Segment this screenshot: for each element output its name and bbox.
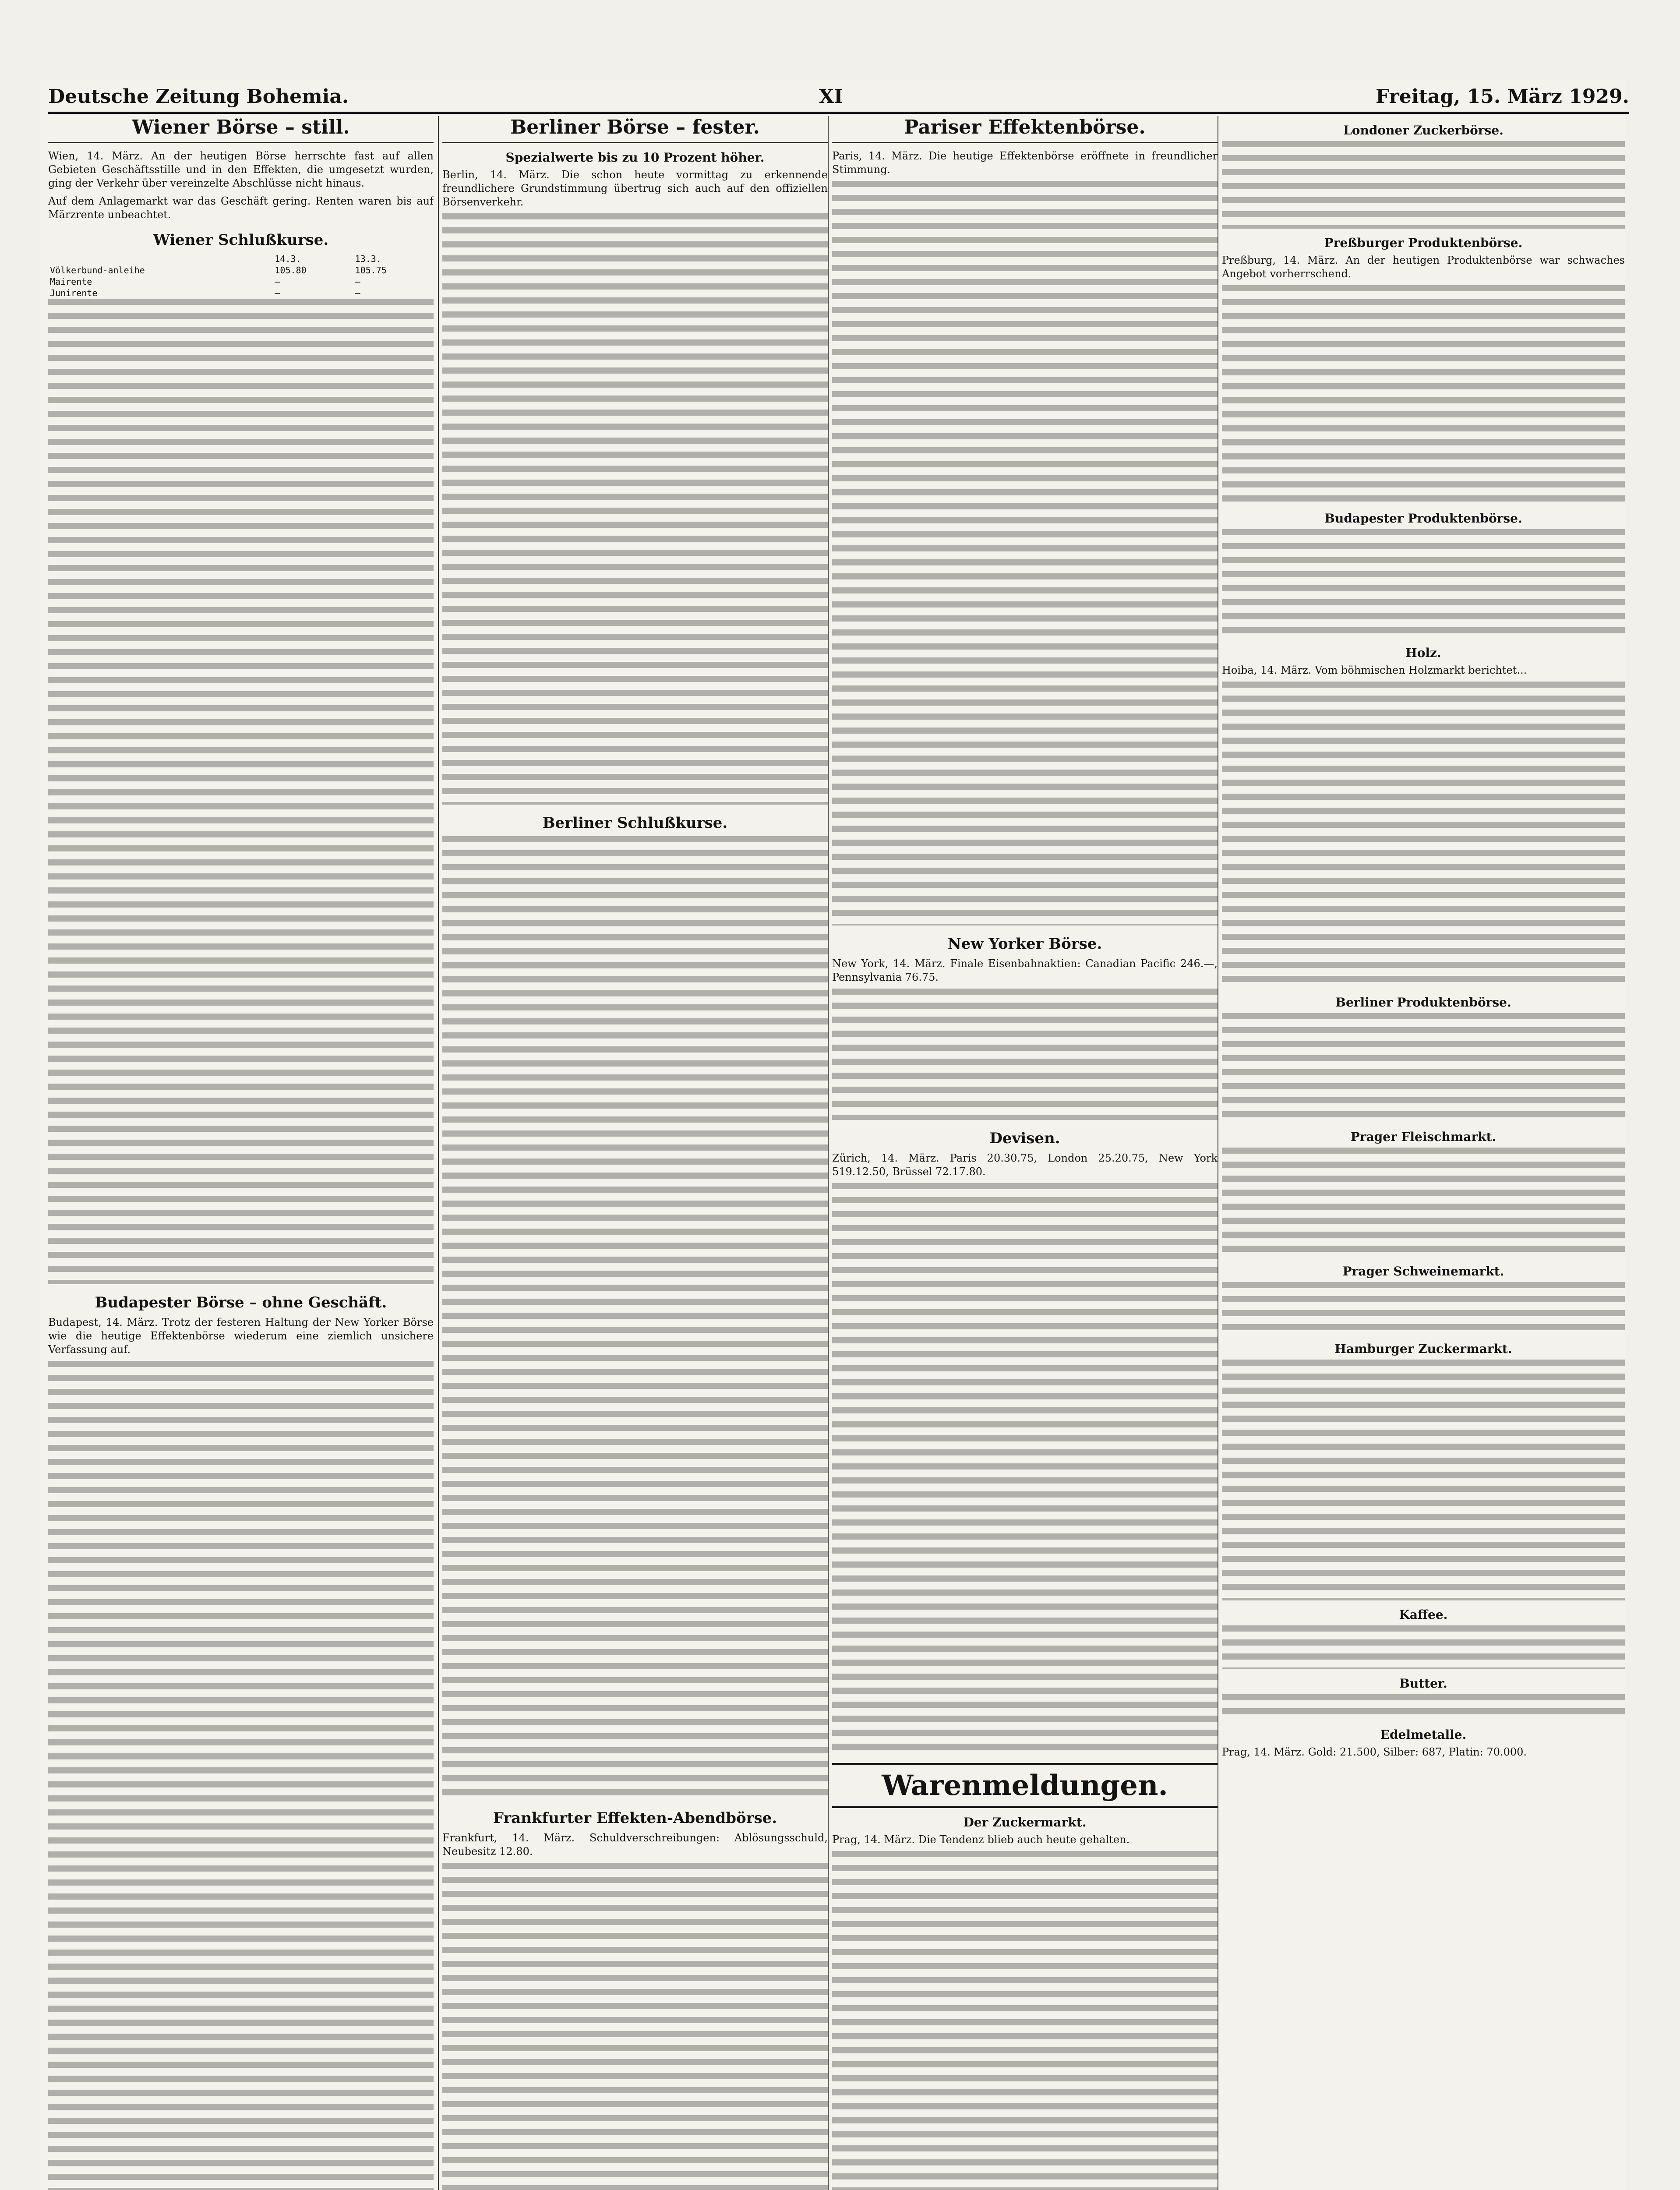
col3-devisen-heading: Devisen. <box>989 1130 1060 1147</box>
col2-subtitle: Spezialwerte bis zu 10 Prozent höher. <box>505 150 765 165</box>
col2-title: Berliner Börse – fester. <box>442 116 828 143</box>
article-text-block <box>832 1851 1218 2190</box>
col4-edel-heading: Edelmetalle. <box>1380 1727 1467 1742</box>
table-cell: — <box>275 288 280 298</box>
table-cell: — <box>355 288 360 298</box>
column-1 <box>48 116 434 2190</box>
col3-paragraph: Paris, 14. März. Die heutige Effektenbörse eröffnete in freundlicher Stimmung. <box>832 150 1218 176</box>
article-text-block <box>1222 1013 1625 1123</box>
page-header <box>48 81 1629 114</box>
article-text-block <box>1222 285 1625 504</box>
article-text-block <box>832 181 1218 925</box>
article-text-block <box>832 1183 1218 1752</box>
col1-paragraph: Budapest, 14. März. Trotz der festeren Haltung der New Yorker Börse wie die heutige Effektenbörse wiederum eine ziemlich unsichere Verfassung auf. <box>48 1316 434 1356</box>
col1-title: Wiener Börse – still. <box>48 116 434 143</box>
col4-paragraph: Preßburg, 14. März. An der heutigen Produktenbörse war schwaches Angebot vorherrschend. <box>1222 254 1625 280</box>
table-row <box>48 287 434 299</box>
table-cell: — <box>275 276 280 287</box>
vienna-quotes-table <box>48 253 434 299</box>
article-text-block <box>1222 1282 1625 1335</box>
col4-kaffee-heading: Kaffee. <box>1399 1607 1448 1622</box>
table-cell: 105.75 <box>355 265 387 276</box>
col3-newyork-heading: New Yorker Börse. <box>947 935 1102 953</box>
table-col-header: 14.3. <box>275 254 301 264</box>
col4-paragraph: Prag, 14. März. Gold: 21.500, Silber: 687, Platin: 70.000. <box>1222 1746 1527 1758</box>
column-rule-1 <box>438 116 439 2190</box>
table-row <box>48 265 434 276</box>
article-text-block <box>1222 529 1625 639</box>
col2-paragraph: Frankfurt, 14. März. Schuldverschreibungen: Ablösungsschuld, Neubesitz 12.80. <box>442 1832 828 1858</box>
col4-paragraph: Hoiba, 14. März. Vom böhmischen Holzmarkt berichtet... <box>1222 664 1527 676</box>
article-text-block <box>1222 1360 1625 1600</box>
table-cell: Völkerbund-anleihe <box>50 265 145 276</box>
table-header-row <box>48 253 434 265</box>
col4-zucker-heading: Londoner Zuckerbörse. <box>1343 123 1504 138</box>
table-row <box>48 276 434 287</box>
article-text-block <box>1222 1148 1625 1257</box>
col1-schluss-heading: Wiener Schlußkurse. <box>153 231 329 249</box>
col4-produkten-heading: Preßburger Produktenbörse. <box>1324 236 1523 250</box>
header-left: Deutsche Zeitung Bohemia. <box>48 85 349 108</box>
col4-holz-heading: Holz. <box>1405 646 1441 660</box>
col3-title: Pariser Effektenbörse. <box>832 116 1218 143</box>
col3-paragraph: New York, 14. März. Finale Eisenbahnaktien: Canadian Pacific 246.—, Pennsylvania 76.75. <box>832 957 1218 983</box>
col1-budapest-heading: Budapester Börse – ohne Geschäft. <box>95 1294 387 1311</box>
column-2 <box>442 116 828 2190</box>
col1-paragraph: Auf dem Anlagemarkt war das Geschäft gering. Renten waren bis auf Märzrente unbeachtet. <box>48 195 434 221</box>
article-text-block <box>1222 1625 1625 1669</box>
header-center: XI <box>819 85 843 108</box>
table-cell: Mairente <box>50 276 92 287</box>
col3-zucker-heading: Der Zuckermarkt. <box>963 1815 1087 1830</box>
col2-schluss-heading: Berliner Schlußkurse. <box>542 814 728 832</box>
article-text-block <box>48 1361 434 2190</box>
article-text-block <box>442 213 828 805</box>
col3-paragraph: Zürich, 14. März. Paris 20.30.75, London 25.20.75, New York 519.12.50, Brüssel 72.17.80. <box>832 1152 1218 1178</box>
col4-schwein-heading: Prager Schweinemarkt. <box>1342 1264 1504 1279</box>
col4-fleisch-heading: Prager Fleischmarkt. <box>1350 1130 1496 1144</box>
table-cell: Junirente <box>50 288 98 298</box>
quotes-table-body <box>1222 141 1625 229</box>
column-rule-2 <box>828 116 829 2190</box>
article-text-block <box>1222 1694 1625 1720</box>
col4-hamburg-heading: Hamburger Zuckermarkt. <box>1334 1342 1512 1356</box>
article-text-block <box>442 1863 828 2190</box>
table-cell: 105.80 <box>275 265 307 276</box>
column-3 <box>832 116 1218 2190</box>
article-text-block <box>832 989 1218 1120</box>
col3-paragraph: Prag, 14. März. Die Tendenz blieb auch heute gehalten. <box>832 1833 1130 1846</box>
col2-paragraph: Berlin, 14. März. Die schon heute vormittag zu erkennende freundlichere Grundstimmung übertrug sich auch auf den offiziellen Börsenverkehr. <box>442 169 828 208</box>
col1-paragraph: Wien, 14. März. An der heutigen Börse herrschte fast auf allen Gebieten Geschäftsstille und in den Effekten, die umgesetzt wurden, ging der Verkehr über vereinzelte Abschlüsse nicht hinaus. <box>48 150 434 189</box>
table-col-header: 13.3. <box>355 254 381 264</box>
col4-budapest-heading: Budapester Produktenbörse. <box>1324 511 1522 526</box>
table-cell: — <box>355 276 360 287</box>
column-4 <box>1222 116 1625 2190</box>
article-text-block <box>1222 682 1625 988</box>
quotes-table-body <box>48 299 434 1284</box>
col2-frankfurt-heading: Frankfurter Effekten-Abendbörse. <box>493 1809 777 1827</box>
quotes-table-body <box>442 836 828 1800</box>
col4-berliner-heading: Berliner Produktenbörse. <box>1335 995 1511 1010</box>
warenmeldungen-banner: Warenmeldungen. <box>832 1763 1218 1808</box>
header-right: Freitag, 15. März 1929. <box>1376 85 1629 108</box>
col4-butter-heading: Butter. <box>1399 1676 1447 1691</box>
